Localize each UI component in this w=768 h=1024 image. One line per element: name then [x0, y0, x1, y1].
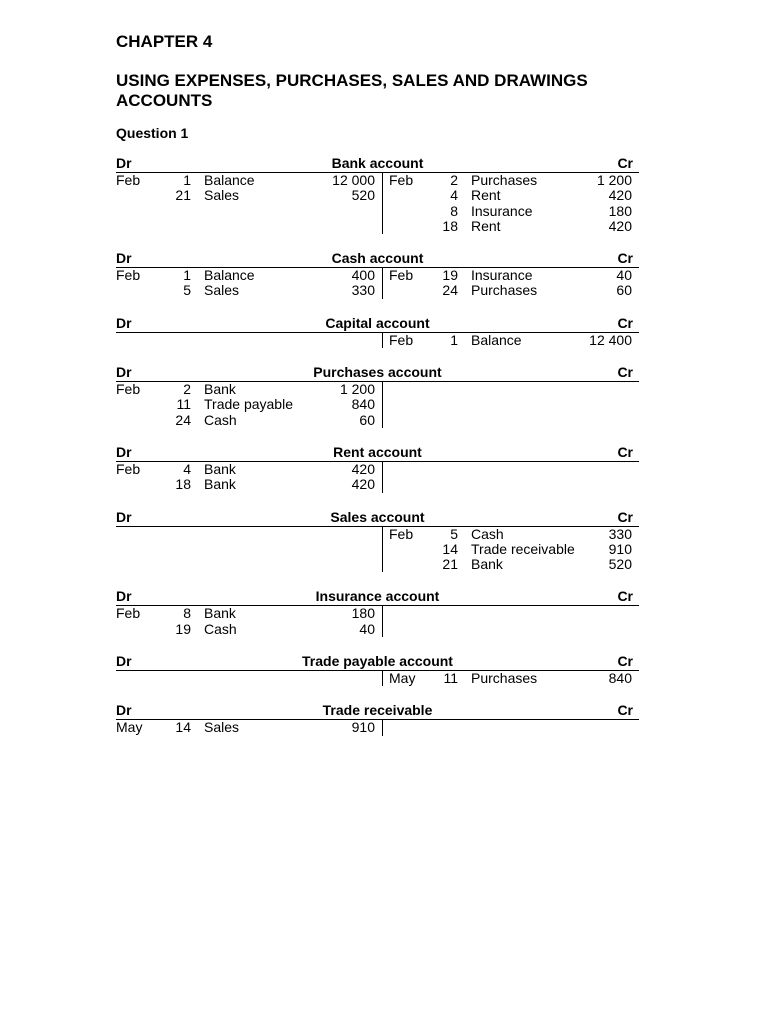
debit-day: 24 [175, 411, 191, 428]
debit-day: 5 [183, 282, 191, 299]
ledger-row [116, 382, 639, 397]
t-account [116, 445, 639, 493]
debit-amount: 910 [351, 719, 375, 736]
t-account-divider [382, 671, 383, 686]
credit-label: Cr [617, 508, 633, 525]
t-account-divider [382, 606, 383, 637]
t-account-divider [382, 527, 383, 573]
credit-description: Rent [471, 187, 501, 204]
debit-description: Cash [204, 411, 237, 428]
credit-amount: 910 [608, 540, 632, 557]
credit-amount: 180 [608, 202, 632, 219]
debit-description: Sales [204, 282, 240, 299]
account-header [116, 365, 639, 382]
t-account [116, 316, 639, 348]
debit-amount: 520 [351, 187, 375, 204]
account-body [116, 382, 639, 428]
t-account-divider [382, 720, 383, 735]
question-heading: Question 1 [116, 125, 189, 141]
t-accounts-list [116, 156, 639, 736]
ledger-row [116, 397, 639, 412]
account-header [116, 510, 639, 527]
debit-month: May [116, 719, 143, 736]
account-title: Sales account [330, 508, 425, 525]
debit-day: 1 [183, 172, 191, 188]
credit-amount: 420 [608, 187, 632, 204]
account-title: Capital account [325, 314, 430, 331]
debit-description: Sales [204, 187, 240, 204]
account-body [116, 606, 639, 637]
debit-description: Trade payable [204, 396, 293, 413]
account-body [116, 173, 639, 234]
debit-label: Dr [116, 653, 132, 670]
debit-amount: 840 [351, 396, 375, 413]
ledger-row [116, 413, 639, 428]
debit-amount: 1 200 [339, 381, 375, 398]
credit-label: Cr [617, 702, 633, 719]
debit-month: Feb [116, 460, 141, 477]
debit-label: Dr [116, 364, 132, 381]
credit-day: 18 [442, 217, 458, 234]
ledger-row [116, 219, 639, 234]
account-header [116, 589, 639, 606]
debit-month: Feb [116, 605, 141, 622]
credit-label: Cr [617, 653, 633, 670]
debit-label: Dr [116, 155, 132, 171]
account-body [116, 527, 639, 573]
account-header [116, 156, 639, 173]
t-account-divider [382, 268, 383, 299]
debit-day: 1 [183, 267, 191, 284]
account-body [116, 268, 639, 299]
debit-description: Sales [204, 719, 240, 736]
ledger-row [116, 606, 639, 621]
ledger-row [116, 720, 639, 735]
credit-day: 19 [442, 267, 458, 284]
credit-amount: 520 [608, 556, 632, 573]
credit-day: 24 [442, 282, 458, 299]
credit-label: Cr [617, 443, 633, 460]
debit-label: Dr [116, 702, 132, 719]
ledger-row [116, 542, 639, 557]
debit-amount: 40 [359, 620, 375, 637]
debit-day: 8 [183, 605, 191, 622]
credit-amount: 1 200 [596, 172, 632, 188]
t-account [116, 251, 639, 299]
account-title: Purchases account [313, 364, 442, 381]
ledger-row [116, 268, 639, 283]
credit-description: Balance [471, 331, 522, 348]
debit-amount: 12 000 [332, 172, 375, 188]
account-body [116, 333, 639, 348]
chapter-title: USING EXPENSES, PURCHASES, SALES AND DRAWINGS ACCOUNTS [116, 71, 588, 110]
ledger-row [116, 204, 639, 219]
debit-amount: 330 [351, 282, 375, 299]
debit-day: 18 [175, 476, 191, 493]
t-account [116, 510, 639, 573]
debit-description: Bank [204, 460, 236, 477]
credit-label: Cr [617, 155, 633, 171]
credit-description: Bank [471, 556, 503, 573]
credit-day: 5 [450, 525, 458, 542]
credit-description: Purchases [471, 670, 538, 687]
account-body [116, 720, 639, 735]
ledger-row [116, 283, 639, 298]
debit-label: Dr [116, 250, 132, 267]
document-page [116, 32, 639, 736]
ledger-row [116, 527, 639, 542]
credit-day: 8 [450, 202, 458, 219]
credit-amount: 420 [608, 217, 632, 234]
debit-label: Dr [116, 443, 132, 460]
debit-day: 21 [175, 187, 191, 204]
credit-month: Feb [389, 267, 414, 284]
account-title: Bank account [331, 155, 424, 171]
t-account-divider [382, 333, 383, 348]
debit-label: Dr [116, 314, 132, 331]
debit-month: Feb [116, 267, 141, 284]
credit-label: Cr [617, 588, 633, 605]
credit-day: 14 [442, 540, 458, 557]
t-account [116, 654, 639, 686]
account-title: Rent account [333, 443, 422, 460]
debit-amount: 60 [359, 411, 375, 428]
ledger-row [116, 671, 639, 686]
t-account-divider [382, 382, 383, 428]
debit-month: Feb [116, 172, 141, 188]
ledger-row [116, 188, 639, 203]
credit-amount: 12 400 [589, 331, 632, 348]
ledger-row [116, 477, 639, 492]
credit-day: 2 [450, 172, 458, 188]
debit-description: Cash [204, 620, 237, 637]
credit-description: Purchases [471, 282, 538, 299]
account-body [116, 671, 639, 686]
debit-amount: 180 [351, 605, 375, 622]
t-account [116, 365, 639, 428]
account-title: Trade receivable [322, 702, 433, 719]
debit-description: Bank [204, 381, 236, 398]
account-header [116, 654, 639, 671]
debit-description: Bank [204, 476, 236, 493]
debit-description: Bank [204, 605, 236, 622]
credit-day: 1 [450, 331, 458, 348]
credit-day: 4 [450, 187, 458, 204]
credit-description: Cash [471, 525, 504, 542]
debit-day: 11 [176, 396, 191, 413]
credit-amount: 60 [616, 282, 632, 299]
t-account [116, 703, 639, 735]
credit-description: Rent [471, 217, 501, 234]
debit-label: Dr [116, 588, 132, 605]
credit-month: Feb [389, 172, 414, 188]
debit-description: Balance [204, 267, 255, 284]
ledger-row [116, 557, 639, 572]
t-account [116, 589, 639, 637]
account-title: Cash account [331, 250, 424, 267]
credit-description: Insurance [471, 267, 533, 284]
credit-label: Cr [617, 364, 633, 381]
t-account [116, 156, 639, 234]
ledger-row [116, 333, 639, 348]
credit-month: Feb [389, 331, 414, 348]
credit-day: 21 [442, 556, 458, 573]
debit-month: Feb [116, 381, 141, 398]
debit-description: Balance [204, 172, 255, 188]
ledger-row [116, 173, 639, 188]
debit-day: 19 [175, 620, 191, 637]
account-title: Insurance account [315, 588, 440, 605]
credit-description: Trade receivable [471, 540, 575, 557]
debit-label: Dr [116, 508, 132, 525]
t-account-divider [382, 173, 383, 234]
account-header [116, 445, 639, 462]
credit-amount: 330 [608, 525, 632, 542]
ledger-row [116, 622, 639, 637]
credit-label: Cr [617, 314, 633, 331]
credit-label: Cr [617, 250, 633, 267]
credit-description: Purchases [471, 172, 538, 188]
debit-day: 4 [183, 460, 191, 477]
credit-day: 11 [443, 670, 458, 687]
credit-amount: 840 [608, 670, 632, 687]
account-title: Trade payable account [302, 653, 453, 670]
account-header [116, 316, 639, 333]
debit-amount: 420 [351, 476, 375, 493]
debit-day: 14 [175, 719, 191, 736]
debit-amount: 400 [351, 267, 375, 284]
chapter-heading: CHAPTER 4 [116, 32, 213, 51]
credit-description: Insurance [471, 202, 533, 219]
debit-day: 2 [183, 381, 191, 398]
account-header [116, 703, 639, 720]
account-header [116, 251, 639, 268]
credit-amount: 40 [616, 267, 632, 284]
credit-month: May [389, 670, 416, 687]
t-account-divider [382, 462, 383, 493]
credit-month: Feb [389, 525, 414, 542]
debit-amount: 420 [351, 460, 375, 477]
account-body [116, 462, 639, 493]
ledger-row [116, 462, 639, 477]
